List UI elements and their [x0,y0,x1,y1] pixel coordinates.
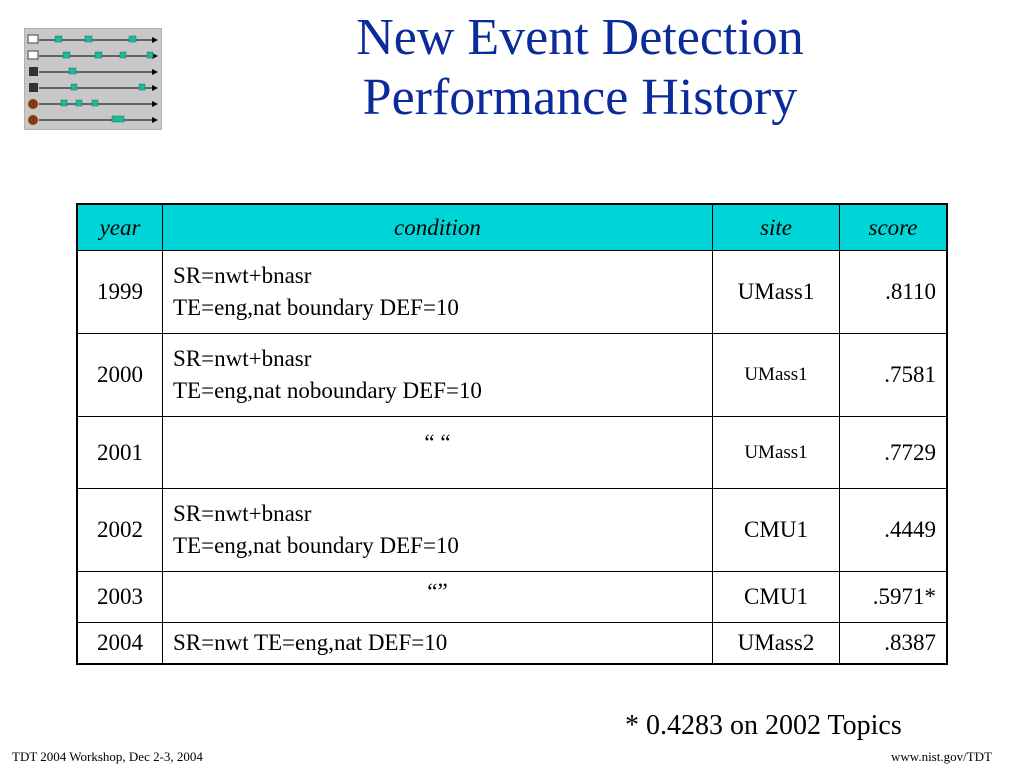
condition-cell [163,334,713,417]
column-header-score: score [840,204,948,251]
table-row [77,334,947,417]
table-row [77,251,947,334]
condition-line: TE=eng,nat noboundary DEF=10 [173,378,482,403]
footer-event-info: TDT 2004 Workshop, Dec 2-3, 2004 [12,749,203,764]
condition-line: TE=eng,nat boundary DEF=10 [173,533,459,558]
page-title [180,8,980,128]
table-row [77,489,947,572]
site-cell: CMU1 [713,572,840,623]
site-cell: CMU1 [713,489,840,572]
table-header-row [77,204,947,251]
table-row [77,417,947,489]
footer-url: www.nist.gov/TDT [891,749,992,764]
footnote: * 0.4283 on 2002 Topics [625,710,902,741]
score-cell: .4449 [840,489,948,572]
site-cell: UMass1 [713,417,840,489]
condition-line: SR=nwt+bnasr [173,501,312,526]
site-cell: UMass1 [713,251,840,334]
site-cell: UMass1 [713,334,840,417]
score-cell: .7729 [840,417,948,489]
score-cell: .5971* [840,572,948,623]
year-cell: 2003 [77,572,163,623]
site-cell: UMass2 [713,623,840,665]
title-line-2: Performance History [362,69,798,126]
condition-cell [163,251,713,334]
tdt-timeline-logo-icon [24,28,162,130]
year-cell: 2004 [77,623,163,665]
year-cell: 2001 [77,417,163,489]
performance-history-table [76,203,948,665]
condition-cell [163,489,713,572]
table-row [77,572,947,623]
condition-cell: SR=nwt TE=eng,nat DEF=10 [163,623,713,665]
column-header-site: site [713,204,840,251]
condition-line: TE=eng,nat boundary DEF=10 [173,295,459,320]
score-cell: .8110 [840,251,948,334]
column-header-year: year [77,204,163,251]
condition-cell: “ “ [163,417,713,489]
score-cell: .8387 [840,623,948,665]
year-cell: 2002 [77,489,163,572]
title-line-1: New Event Detection [356,9,804,66]
condition-line: SR=nwt+bnasr [173,346,312,371]
table-row [77,623,947,665]
condition-cell: “” [163,572,713,623]
year-cell: 1999 [77,251,163,334]
year-cell: 2000 [77,334,163,417]
column-header-condition: condition [163,204,713,251]
condition-line: SR=nwt+bnasr [173,263,312,288]
score-cell: .7581 [840,334,948,417]
